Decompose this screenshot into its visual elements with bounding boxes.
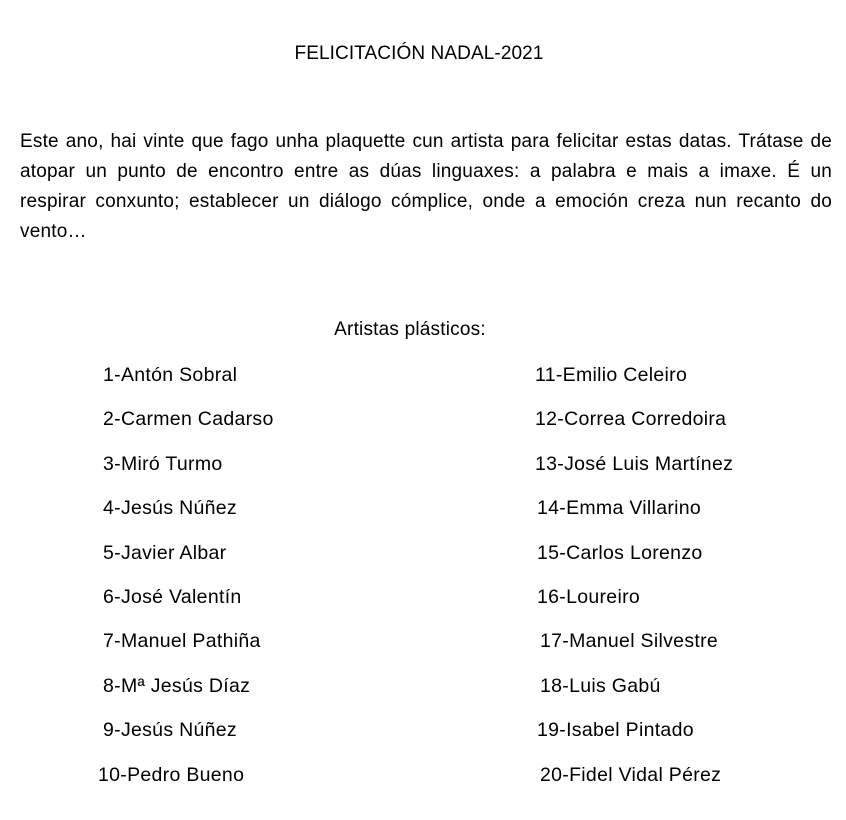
list-item: 4-Jesús Núñez xyxy=(103,497,237,520)
list-item: 19-Isabel Pintado xyxy=(537,719,694,742)
artists-list-right xyxy=(535,360,733,804)
intro-paragraph: Este ano, hai vinte que fago unha plaquette cun artista para felicitar estas datas. Trátase de atopar un punto de encontro entre as dúas linguaxes: a palabra e mais a imaxe. É un respirar conxunto; establecer un diálogo cómplice, onde a emoción creza nun recanto do vento… xyxy=(20,131,832,242)
list-item: 13-José Luis Martínez xyxy=(535,452,734,475)
list-item: 3-Miró Turmo xyxy=(103,452,223,475)
list-item: 1-Antón Sobral xyxy=(103,364,238,386)
document-title: FELICITACIÓN NADAL-2021 xyxy=(294,43,544,64)
list-item: 5-Javier Albar xyxy=(103,541,227,564)
list-item: 12-Correa Corredoira xyxy=(535,408,727,431)
list-item: 8-Mª Jesús Díaz xyxy=(103,674,251,697)
list-item: 9-Jesús Núñez xyxy=(103,719,237,742)
list-item: 20-Fidel Vidal Pérez xyxy=(540,763,722,786)
list-item: 16-Loureiro xyxy=(537,585,641,608)
list-item: 6-José Valentín xyxy=(103,585,242,608)
artists-list-left xyxy=(98,360,274,804)
list-item: 14-Emma Villarino xyxy=(537,497,702,520)
list-item: 7-Manuel Pathiña xyxy=(103,630,261,653)
list-item: 15-Carlos Lorenzo xyxy=(537,541,703,564)
list-item: 10-Pedro Bueno xyxy=(98,763,245,786)
artists-heading: Artistas plásticos: xyxy=(334,319,486,340)
list-item: 11-Emilio Celeiro xyxy=(535,364,688,386)
list-item: 18-Luis Gabú xyxy=(540,674,661,697)
list-item: 17-Manuel Silvestre xyxy=(540,630,719,653)
list-item: 2-Carmen Cadarso xyxy=(103,408,274,431)
